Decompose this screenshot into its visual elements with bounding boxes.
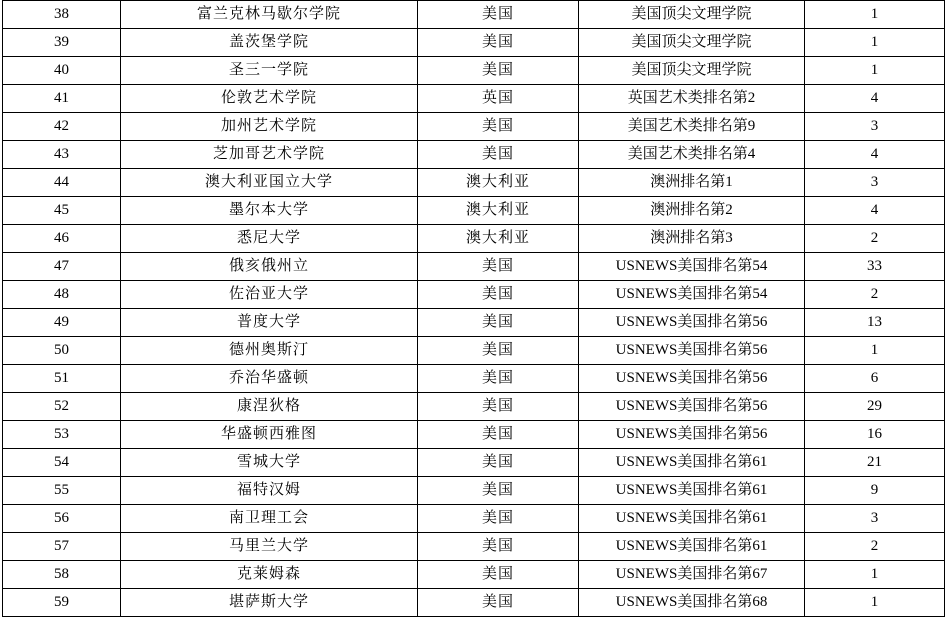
table-row <box>3 337 945 365</box>
table-row <box>3 505 945 533</box>
cell-rank: 44 <box>3 169 121 197</box>
cell-country: 美国 <box>418 29 579 57</box>
cell-ranking-note: 美国顶尖文理学院 <box>579 57 805 85</box>
cell-count: 1 <box>805 589 945 617</box>
cell-university-name: 加州艺术学院 <box>121 113 418 141</box>
cell-university-name: 盖茨堡学院 <box>121 29 418 57</box>
table-row <box>3 169 945 197</box>
cell-count: 3 <box>805 505 945 533</box>
cell-university-name: 克莱姆森 <box>121 561 418 589</box>
cell-rank: 39 <box>3 29 121 57</box>
cell-ranking-note: 美国顶尖文理学院 <box>579 1 805 29</box>
cell-university-name: 芝加哥艺术学院 <box>121 141 418 169</box>
table-row <box>3 225 945 253</box>
cell-university-name: 伦敦艺术学院 <box>121 85 418 113</box>
cell-ranking-note: 美国艺术类排名第9 <box>579 113 805 141</box>
cell-rank: 58 <box>3 561 121 589</box>
cell-count: 4 <box>805 85 945 113</box>
cell-count: 1 <box>805 337 945 365</box>
cell-ranking-note: USNEWS美国排名第68 <box>579 589 805 617</box>
cell-rank: 47 <box>3 253 121 281</box>
cell-ranking-note: USNEWS美国排名第56 <box>579 337 805 365</box>
cell-rank: 48 <box>3 281 121 309</box>
cell-country: 美国 <box>418 57 579 85</box>
cell-university-name: 康涅狄格 <box>121 393 418 421</box>
table-row <box>3 57 945 85</box>
cell-country: 美国 <box>418 141 579 169</box>
cell-university-name: 佐治亚大学 <box>121 281 418 309</box>
cell-country: 美国 <box>418 393 579 421</box>
table-body <box>3 1 945 617</box>
table-row <box>3 533 945 561</box>
table-row <box>3 421 945 449</box>
cell-ranking-note: 美国顶尖文理学院 <box>579 29 805 57</box>
table-row <box>3 281 945 309</box>
cell-university-name: 堪萨斯大学 <box>121 589 418 617</box>
cell-rank: 49 <box>3 309 121 337</box>
cell-country: 美国 <box>418 477 579 505</box>
cell-university-name: 圣三一学院 <box>121 57 418 85</box>
table-row <box>3 477 945 505</box>
cell-country: 美国 <box>418 253 579 281</box>
table-row <box>3 85 945 113</box>
cell-count: 1 <box>805 57 945 85</box>
cell-university-name: 乔治华盛顿 <box>121 365 418 393</box>
cell-ranking-note: 澳洲排名第2 <box>579 197 805 225</box>
cell-ranking-note: USNEWS美国排名第54 <box>579 281 805 309</box>
cell-rank: 38 <box>3 1 121 29</box>
cell-count: 4 <box>805 141 945 169</box>
cell-country: 美国 <box>418 337 579 365</box>
cell-rank: 42 <box>3 113 121 141</box>
cell-rank: 56 <box>3 505 121 533</box>
cell-count: 1 <box>805 1 945 29</box>
cell-rank: 50 <box>3 337 121 365</box>
cell-count: 1 <box>805 29 945 57</box>
cell-country: 美国 <box>418 421 579 449</box>
cell-country: 澳大利亚 <box>418 225 579 253</box>
cell-country: 澳大利亚 <box>418 197 579 225</box>
cell-rank: 55 <box>3 477 121 505</box>
cell-ranking-note: USNEWS美国排名第54 <box>579 253 805 281</box>
table-row <box>3 589 945 617</box>
cell-university-name: 福特汉姆 <box>121 477 418 505</box>
cell-ranking-note: USNEWS美国排名第61 <box>579 449 805 477</box>
cell-rank: 43 <box>3 141 121 169</box>
cell-university-name: 雪城大学 <box>121 449 418 477</box>
cell-rank: 54 <box>3 449 121 477</box>
cell-university-name: 富兰克林马歇尔学院 <box>121 1 418 29</box>
cell-ranking-note: USNEWS美国排名第61 <box>579 505 805 533</box>
cell-count: 3 <box>805 113 945 141</box>
cell-count: 2 <box>805 533 945 561</box>
table-row <box>3 449 945 477</box>
cell-rank: 53 <box>3 421 121 449</box>
cell-ranking-note: 澳洲排名第1 <box>579 169 805 197</box>
cell-count: 3 <box>805 169 945 197</box>
cell-ranking-note: USNEWS美国排名第56 <box>579 421 805 449</box>
cell-rank: 59 <box>3 589 121 617</box>
cell-rank: 40 <box>3 57 121 85</box>
cell-count: 29 <box>805 393 945 421</box>
cell-rank: 41 <box>3 85 121 113</box>
cell-country: 美国 <box>418 113 579 141</box>
cell-ranking-note: USNEWS美国排名第56 <box>579 309 805 337</box>
cell-count: 2 <box>805 281 945 309</box>
cell-ranking-note: USNEWS美国排名第56 <box>579 393 805 421</box>
cell-country: 英国 <box>418 85 579 113</box>
cell-country: 美国 <box>418 449 579 477</box>
cell-country: 美国 <box>418 589 579 617</box>
cell-rank: 45 <box>3 197 121 225</box>
cell-university-name: 德州奥斯汀 <box>121 337 418 365</box>
table-row <box>3 113 945 141</box>
table-row <box>3 309 945 337</box>
cell-country: 澳大利亚 <box>418 169 579 197</box>
cell-university-name: 墨尔本大学 <box>121 197 418 225</box>
cell-ranking-note: USNEWS美国排名第67 <box>579 561 805 589</box>
cell-count: 4 <box>805 197 945 225</box>
cell-ranking-note: USNEWS美国排名第61 <box>579 533 805 561</box>
cell-count: 13 <box>805 309 945 337</box>
cell-ranking-note: USNEWS美国排名第56 <box>579 365 805 393</box>
cell-ranking-note: 澳洲排名第3 <box>579 225 805 253</box>
table-row <box>3 393 945 421</box>
cell-count: 9 <box>805 477 945 505</box>
cell-country: 美国 <box>418 1 579 29</box>
table-row <box>3 197 945 225</box>
cell-country: 美国 <box>418 561 579 589</box>
cell-country: 美国 <box>418 281 579 309</box>
cell-count: 21 <box>805 449 945 477</box>
cell-count: 6 <box>805 365 945 393</box>
cell-rank: 46 <box>3 225 121 253</box>
table-row <box>3 253 945 281</box>
table-row <box>3 365 945 393</box>
cell-count: 2 <box>805 225 945 253</box>
table-row <box>3 29 945 57</box>
cell-country: 美国 <box>418 309 579 337</box>
table-row <box>3 141 945 169</box>
cell-count: 33 <box>805 253 945 281</box>
cell-country: 美国 <box>418 365 579 393</box>
cell-university-name: 华盛顿西雅图 <box>121 421 418 449</box>
cell-rank: 52 <box>3 393 121 421</box>
cell-university-name: 悉尼大学 <box>121 225 418 253</box>
cell-university-name: 南卫理工会 <box>121 505 418 533</box>
university-ranking-table <box>2 0 945 617</box>
cell-rank: 57 <box>3 533 121 561</box>
cell-country: 美国 <box>418 533 579 561</box>
cell-university-name: 澳大利亚国立大学 <box>121 169 418 197</box>
cell-university-name: 俄亥俄州立 <box>121 253 418 281</box>
table-row <box>3 561 945 589</box>
cell-ranking-note: 美国艺术类排名第4 <box>579 141 805 169</box>
cell-count: 16 <box>805 421 945 449</box>
cell-ranking-note: 英国艺术类排名第2 <box>579 85 805 113</box>
cell-university-name: 普度大学 <box>121 309 418 337</box>
cell-ranking-note: USNEWS美国排名第61 <box>579 477 805 505</box>
cell-country: 美国 <box>418 505 579 533</box>
cell-count: 1 <box>805 561 945 589</box>
table-row <box>3 1 945 29</box>
cell-rank: 51 <box>3 365 121 393</box>
cell-university-name: 马里兰大学 <box>121 533 418 561</box>
